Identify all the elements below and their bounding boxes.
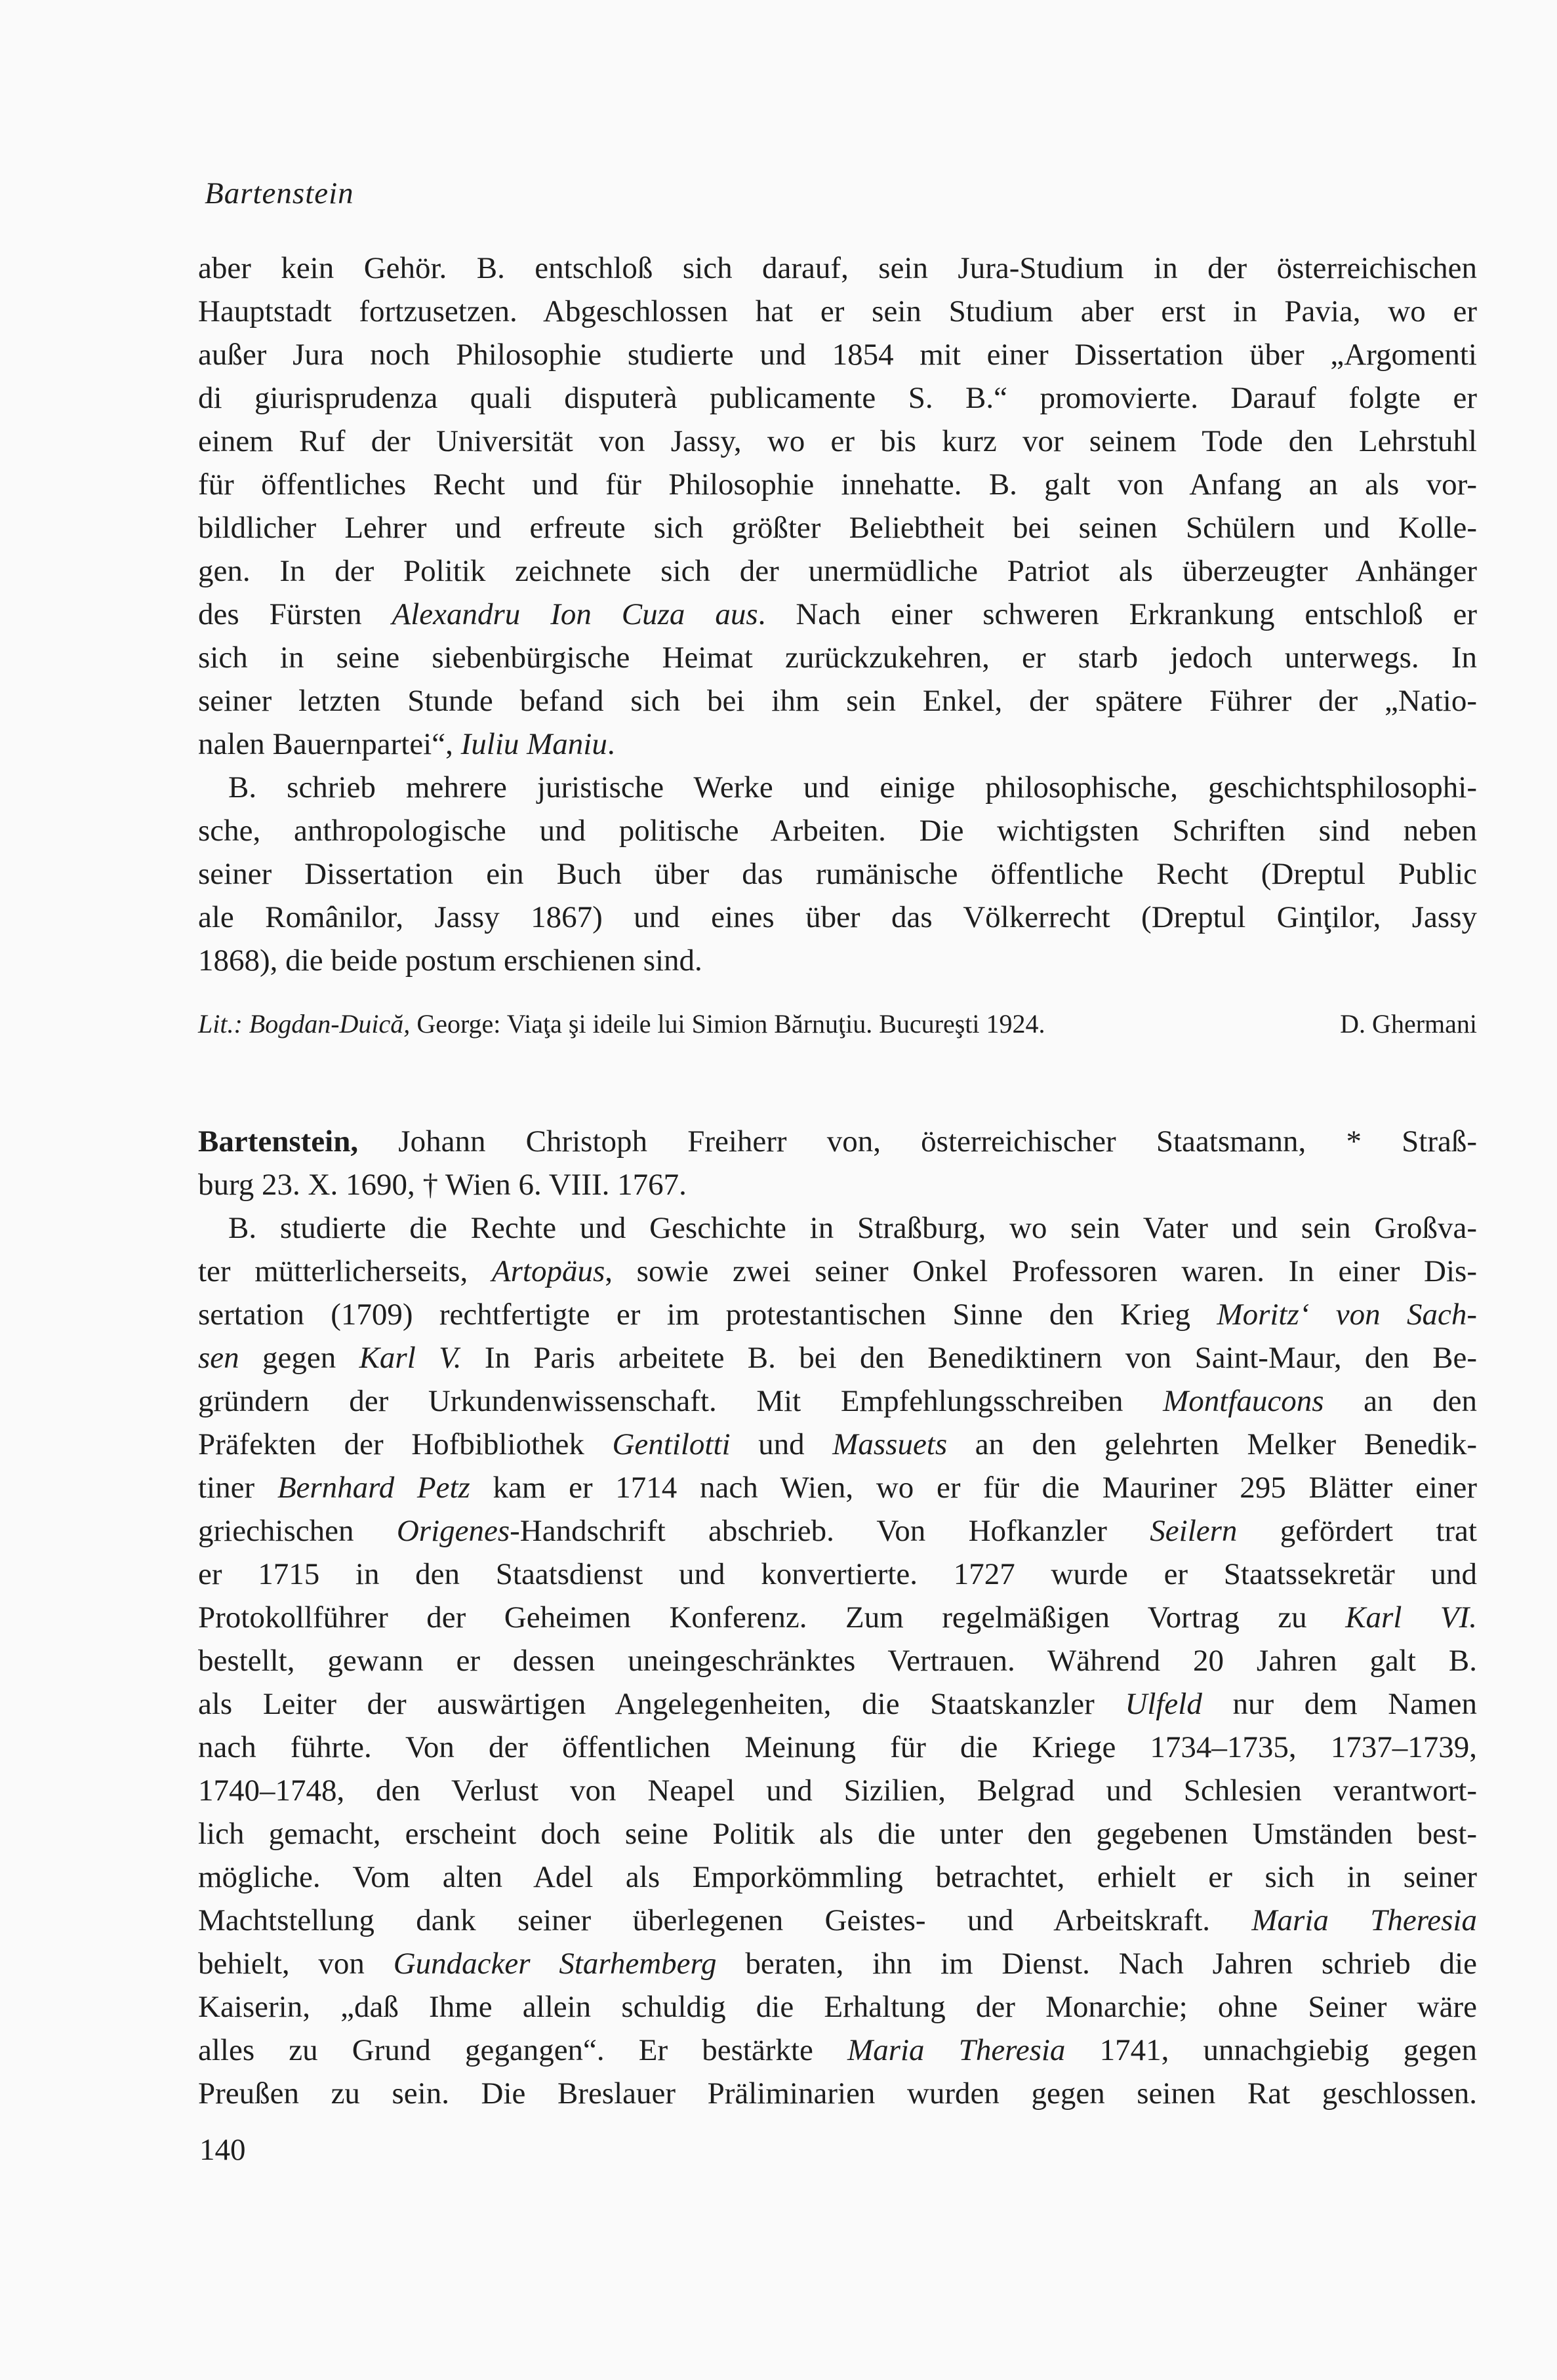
text-line [198,1509,1477,1553]
italic-text: Karl V. [359,1341,462,1375]
text-line [198,1466,1477,1509]
entry1-paragraph-1 [198,247,1477,766]
regular-text: , sowie zwei seiner Onkel Professoren waren. In einer Dis- [605,1254,1477,1288]
text-line [198,939,1477,982]
regular-text: Preußen zu sein. Die Breslauer Präliminarien wurden gegen seinen Rat geschlossen. [198,2076,1477,2111]
text-line [198,766,1477,809]
italic-text: Seilern [1150,1514,1238,1548]
bold-text: Bartenstein, [198,1124,359,1159]
text-line [198,1120,1477,1163]
italic-text: Gundacker Starhemberg [393,1947,717,1981]
text-line [198,1379,1477,1423]
regular-text: aber kein Gehör. B. entschloß sich darauf, sein Jura-Studium in der österreichischen [198,251,1477,285]
text-line [198,1250,1477,1293]
regular-text: sich in seine siebenbürgische Heimat zurückzukehren, er starb jedoch unterwegs. In [198,641,1477,675]
italic-text: Montfaucons [1163,1384,1324,1418]
regular-text: di giurisprudenza quali disputerà publicamente S. B.“ promovierte. Darauf folgte er [198,381,1477,415]
regular-text: alles zu Grund gegangen“. Er bestärkte [198,2033,848,2067]
text-line [198,549,1477,593]
text-line [198,852,1477,896]
text-line [198,1007,1045,1050]
regular-text: des Fürsten [198,597,392,631]
regular-text: seiner letzten Stunde befand sich bei ihm sein Enkel, der spätere Führer der „Natio- [198,684,1477,718]
text-line [198,1855,1477,1899]
text-line [198,420,1477,463]
regular-text: außer Jura noch Philosophie studierte und 1854 mit einer Dissertation über „Argomenti [198,338,1477,372]
literature-reference [198,1007,1045,1050]
italic-text: Maria Theresia [847,2033,1066,2067]
text-line [198,809,1477,852]
text-line [198,463,1477,506]
text-line [198,1682,1477,1726]
entry2 [198,1120,1477,2115]
regular-text: 1868), die beide postum erschienen sind. [198,943,702,978]
regular-text: B. schrieb mehrere juristische Werke und einige philosophische, geschichtsphilosophi- [228,770,1477,804]
text-block [198,247,1477,2115]
regular-text: -Handschrift abschrieb. Von Hofkanzler [510,1514,1150,1548]
italic-text: Bernhard Petz [277,1471,470,1505]
regular-text: Protokollführer der Geheimen Konferenz. Zum regelmäßigen Vortrag zu [198,1600,1346,1635]
text-line [198,1985,1477,2029]
regular-text: an den [1324,1384,1477,1418]
italic-text: Iuliu Maniu [460,727,607,761]
regular-text: nur dem Namen [1202,1687,1477,1721]
text-line [198,2072,1477,2115]
regular-text: einem Ruf der Universität von Jassy, wo er bis kurz vor seinem Tode den Lehrstuhl [198,424,1477,458]
regular-text: bestellt, gewann er dessen uneingeschränktes Vertrauen. Während 20 Jahren galt B. [198,1644,1477,1678]
italic-text: Origenes [396,1514,510,1548]
running-head: Bartenstein [205,176,354,210]
regular-text: nalen Bauernpartei“, [198,727,461,761]
text-line [198,376,1477,420]
regular-text: gefördert trat [1237,1514,1477,1548]
regular-text: ale Românilor, Jassy 1867) und eines über das Völkerrecht (Dreptul Ginţilor, Jassy [198,900,1477,934]
italic-text: Gentilotti [612,1427,731,1461]
text-line [198,290,1477,333]
regular-text: In Paris arbeitete B. bei den Benediktinern von Saint-Maur, den Be- [461,1341,1477,1375]
italic-text: Maria Theresia [1251,1903,1477,1937]
italic-text: Ulfeld [1125,1687,1202,1721]
text-line [198,679,1477,723]
text-line [198,1553,1477,1596]
regular-text: nach führte. Von der öffentlichen Meinung für die Kriege 1734–1735, 1737–1739, [198,1730,1477,1764]
regular-text: behielt, von [198,1947,394,1981]
text-line [198,1899,1477,1942]
text-line [198,506,1477,549]
regular-text: Johann Christoph Freiherr von, österreichischer Staatsmann, * Straß- [358,1124,1477,1159]
regular-text: ter mütterlicherseits, [198,1254,492,1288]
regular-text: Präfekten der Hofbibliothek [198,1427,613,1461]
regular-text: gründern der Urkundenwissenschaft. Mit Empfehlungsschreiben [198,1384,1163,1418]
entry1-paragraph-2 [198,766,1477,982]
regular-text: sertation (1709) rechtfertigte er im protestantischen Sinne den Krieg [198,1298,1217,1332]
page-number: 140 [199,2133,246,2167]
entry2-body [198,1206,1477,2115]
regular-text: tiner [198,1471,277,1505]
regular-text: 1741, unnachgiebig gegen [1065,2033,1477,2067]
entry2-heading [198,1120,1477,1206]
italic-text: Karl VI. [1345,1600,1477,1635]
regular-text: seiner Dissertation ein Buch über das rumänische öffentliche Recht (Dreptul Public [198,857,1477,891]
regular-text: . Nach einer schweren Erkrankung entschloß er [758,597,1477,631]
italic-text: Lit.: Bogdan-Duică, [198,1009,411,1039]
text-line [198,1596,1477,1639]
regular-text: lich gemacht, erscheint doch seine Politik als die unter den gegebenen Umständen best- [198,1817,1477,1851]
text-line [198,723,1477,766]
regular-text: griechischen [198,1514,397,1548]
text-line [198,1812,1477,1855]
regular-text: sche, anthropologische und politische Arbeiten. Die wichtigsten Schriften sind neben [198,814,1477,848]
regular-text: als Leiter der auswärtigen Angelegenheiten, die Staatskanzler [198,1687,1125,1721]
article-author: D. Ghermani [1340,1009,1477,1039]
regular-text: B. studierte die Rechte und Geschichte in Straßburg, wo sein Vater und sein Großva- [228,1211,1477,1245]
regular-text: Machtstellung dank seiner überlegenen Geistes- und Arbeitskraft. [198,1903,1252,1937]
text-line [198,1336,1477,1379]
regular-text: an den gelehrten Melker Benedik- [947,1427,1478,1461]
text-line [198,1293,1477,1336]
regular-text: 1740–1748, den Verlust von Neapel und Sizilien, Belgrad und Schlesien verantwort- [198,1774,1477,1808]
text-line [198,593,1477,636]
regular-text: für öffentliches Recht und für Philosophie innehatte. B. galt von Anfang an als vor- [198,467,1477,502]
regular-text: bildlicher Lehrer und erfreute sich größter Beliebtheit bei seinen Schülern und Kolle- [198,511,1477,545]
text-line [198,1769,1477,1812]
italic-text: Moritz‘ von Sach- [1217,1298,1477,1332]
text-line [198,247,1477,290]
regular-text: er 1715 in den Staatsdienst und konvertierte. 1727 wurde er Staatssekretär und [198,1557,1477,1591]
text-line [198,1163,1477,1206]
text-line [198,1726,1477,1769]
text-line [198,1942,1477,1985]
italic-text: Artopäus [491,1254,605,1288]
text-line [198,333,1477,376]
regular-text: kam er 1714 nach Wien, wo er für die Mauriner 295 Blätter einer [470,1471,1477,1505]
regular-text: und [730,1427,833,1461]
regular-text: George: Viaţa şi ideile lui Simion Bărnuţiu. Bucureşti 1924. [410,1009,1045,1039]
text-line [198,1423,1477,1466]
regular-text: burg 23. X. 1690, † Wien 6. VIII. 1767. [198,1168,687,1202]
regular-text: mögliche. Vom alten Adel als Emporkömmling betrachtet, erhielt er sich in seiner [198,1860,1477,1894]
regular-text: Hauptstadt fortzusetzen. Abgeschlossen hat er sein Studium aber erst in Pavia, wo er [198,294,1477,328]
text-line [198,896,1477,939]
italic-text: Massuets [832,1427,948,1461]
regular-text: Kaiserin, „daß Ihme allein schuldig die Erhaltung der Monarchie; ohne Seiner wäre [198,1990,1477,2024]
regular-text: . [607,727,615,761]
text-line [198,1639,1477,1682]
text-line [198,2029,1477,2072]
regular-text: gen. In der Politik zeichnete sich der unermüdliche Patriot als überzeugter Anhänger [198,554,1477,588]
text-line [198,1206,1477,1250]
text-line [198,636,1477,679]
literature-line [198,1007,1477,1050]
regular-text: beraten, ihn im Dienst. Nach Jahren schrieb die [716,1947,1477,1981]
regular-text: gegen [239,1341,359,1375]
italic-text: sen [198,1341,239,1375]
italic-text: Alexandru Ion Cuza aus [392,597,758,631]
